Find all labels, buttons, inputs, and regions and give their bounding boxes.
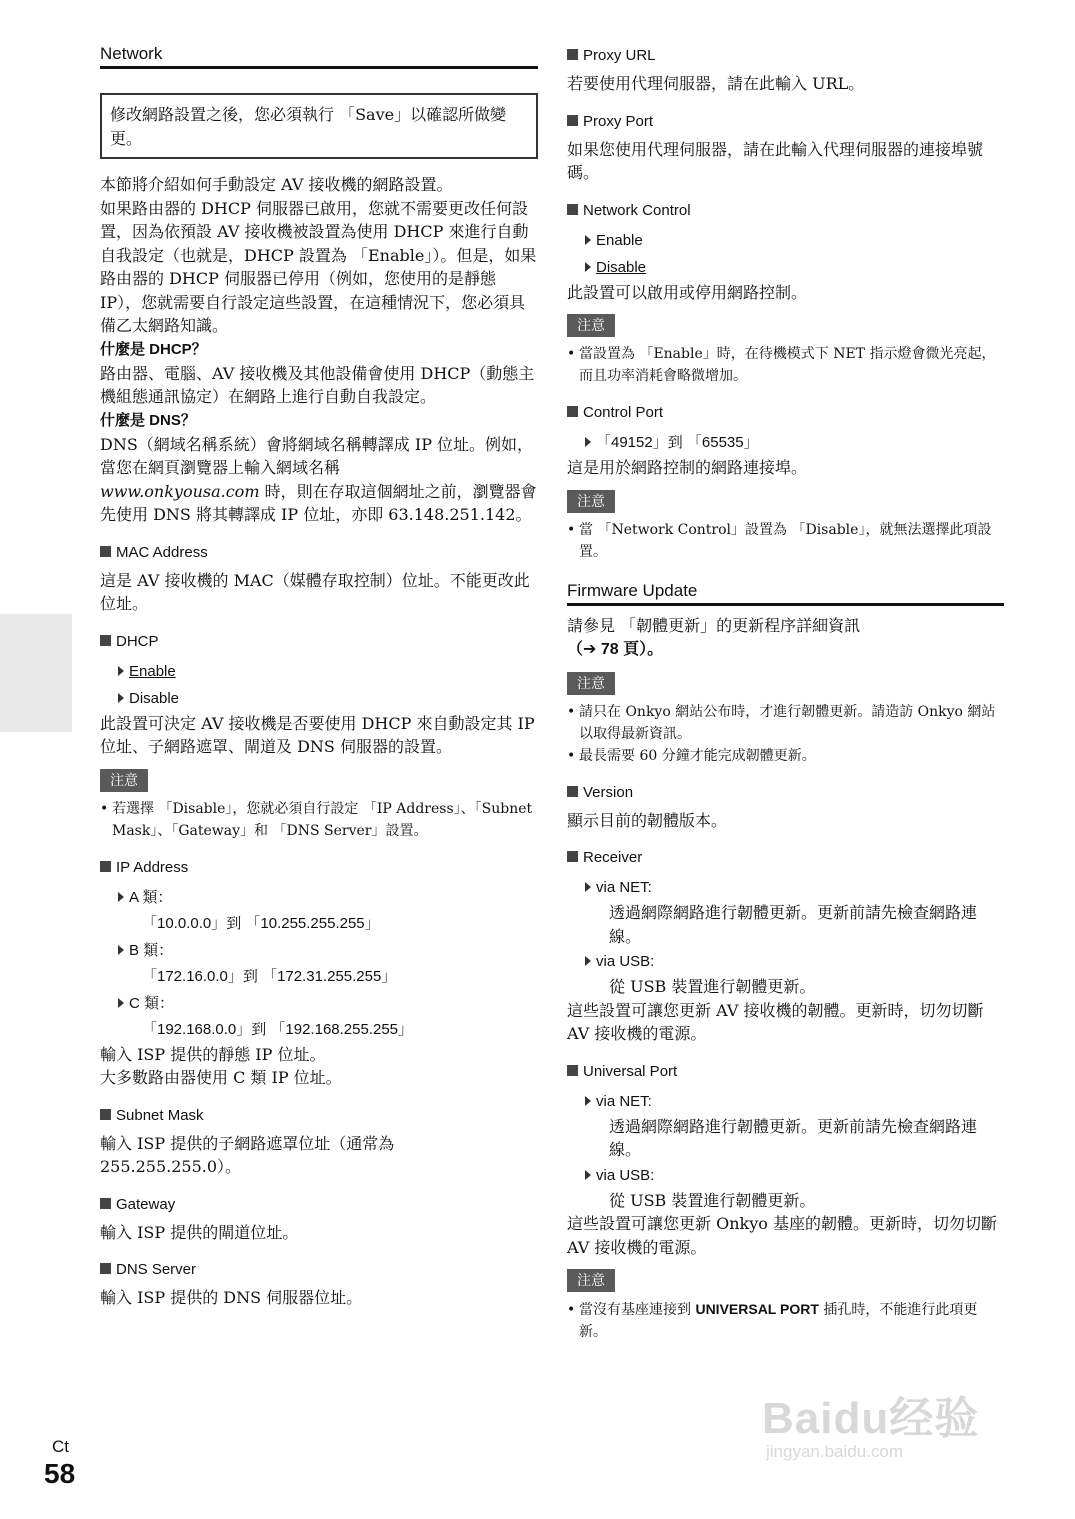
intro-paragraph: 如果路由器的 DHCP 伺服器已啟用，您就不需要更改任何設置，因為依預設 AV 接收機被設置為使用 DHCP 來進行自動自我設定（也就是，DHCP 設置為 「Enable」）。但是，如果路由器的 DHCP 伺服器已停用（例如，您使用的是靜態 IP），您就需要自行設定這些設置，在這種情況下，您必須具備乙太網路知識。 (100, 198, 537, 335)
control-port-range-label: 「49152」到 「65535」 (596, 434, 759, 451)
ip-class-c-label: C 類： (129, 994, 175, 1012)
triangle-right-icon (585, 235, 591, 245)
ip-class-a-label: A 類： (129, 888, 173, 906)
control-port-note (567, 519, 1004, 563)
receiver-option-net-label: via NET: (596, 879, 652, 896)
note-tag: 注意 (567, 490, 615, 513)
watermark-url: jingyan.baidu.com (766, 1442, 904, 1461)
firmware-page-ref: （➔ 78 頁）。 (567, 641, 664, 658)
triangle-right-icon (118, 693, 124, 703)
watermark-brand: Baidu经验 (762, 1394, 980, 1443)
control-port-heading (567, 403, 1004, 423)
dhcp-option-enable (118, 658, 538, 685)
dhcp-text: 此設置可決定 AV 接收機是否要使用 DHCP 來自動設定其 IP 位址、子網路遮罩、閘道及 DNS 伺服器的設置。 (100, 713, 535, 756)
mac-text: 這是 AV 接收機的 MAC（媒體存取控制）位址。不能更改此位址。 (100, 570, 530, 613)
proxy-port-text: 如果您使用代理伺服器，請在此輸入代理伺服器的連接埠號碼。 (567, 139, 984, 182)
universal-port-heading-label: Universal Port (583, 1062, 678, 1080)
triangle-right-icon (585, 882, 591, 892)
ip-heading (100, 858, 538, 878)
square-bullet-icon (567, 204, 578, 215)
ip-class-b (118, 937, 538, 964)
section-title-network: Network (100, 44, 538, 69)
firmware-note-2 (567, 745, 1004, 767)
ip-class-c (118, 990, 538, 1017)
control-port-note-text: 當 「Network Control」設置為 「Disable」，就無法選擇此項設置。 (579, 521, 992, 560)
dhcp-heading-label: DHCP (116, 632, 159, 650)
universal-port-note-post: 插孔時，不能進行此項更新。 (579, 1302, 978, 1340)
triangle-right-icon (118, 998, 124, 1008)
triangle-right-icon (585, 1170, 591, 1180)
version-text: 顯示目前的韌體版本。 (567, 810, 728, 830)
triangle-right-icon (118, 892, 124, 902)
network-control-option-disable (585, 254, 1004, 281)
dns-answer-part1: DNS（網域名稱系統）會將網域名稱轉譯成 IP 位址。例如，當您在網頁瀏覽器上輸入網域名稱 (100, 434, 534, 477)
firmware-intro (567, 614, 1004, 662)
square-bullet-icon (567, 851, 578, 862)
ip-text-2: 大多數路由器使用 C 類 IP 位址。 (100, 1068, 342, 1087)
receiver-option-usb (585, 948, 1004, 975)
network-control-disable-label: Disable (596, 258, 647, 276)
square-bullet-icon (567, 786, 578, 797)
firmware-intro-text: 請參見 「韌體更新」的更新程序詳細資訊 (567, 615, 861, 635)
save-notice-box: 修改網路設置之後，您必須執行 「Save」以確認所做變更。 (100, 93, 538, 159)
network-control-option-enable (585, 227, 1004, 254)
mac-heading-label: MAC Address (116, 543, 208, 561)
dhcp-note-text: 若選擇 「Disable」，您就必須自行設定 「IP Address」、「Subnet Mask」、「Gateway」和 「DNS Server」設置。 (112, 800, 533, 839)
intro-line: 本節將介紹如何手動設定 AV 接收機的網路設置。 (100, 175, 453, 194)
ip-class-a (118, 884, 538, 911)
receiver-usb-text: 從 USB 裝置進行韌體更新。 (609, 977, 816, 996)
receiver-net-text: 透過網際網路進行韌體更新。更新前請先檢查網路連線。 (609, 903, 978, 946)
dhcp-option-disable-label: Disable (129, 689, 180, 707)
triangle-right-icon (585, 262, 591, 272)
section-title-firmware-update: Firmware Update (567, 581, 1004, 606)
receiver-heading-label: Receiver (583, 849, 643, 866)
dns-server-heading (100, 1260, 538, 1280)
universal-port-note-bold: UNIVERSAL PORT (695, 1301, 819, 1317)
gateway-text: 輸入 ISP 提供的閘道位址。 (100, 1222, 299, 1242)
square-bullet-icon (567, 1065, 578, 1076)
firmware-note-2-text: 最長需要 60 分鐘才能完成韌體更新。 (579, 747, 816, 764)
triangle-right-icon (118, 666, 124, 676)
gateway-heading-label: Gateway (116, 1195, 176, 1213)
ip-class-b-label: B 類： (129, 941, 174, 959)
proxy-port-heading-label: Proxy Port (583, 112, 654, 130)
square-bullet-icon (100, 1198, 111, 1209)
network-control-heading-label: Network Control (583, 201, 691, 219)
receiver-heading (567, 848, 1004, 868)
network-control-enable-label: Enable (596, 231, 643, 249)
universal-port-usb-text: 從 USB 裝置進行韌體更新。 (609, 1190, 816, 1210)
universal-port-text: 這些設置可讓您更新 Onkyo 基座的韌體。更新時，切勿切斷 AV 接收機的電源。 (567, 1214, 997, 1257)
universal-port-option-usb (585, 1162, 1004, 1189)
dns-server-heading-label: DNS Server (116, 1261, 197, 1278)
universal-port-option-usb-label: via USB: (596, 1166, 655, 1184)
gateway-heading (100, 1195, 538, 1215)
dhcp-option-disable (118, 685, 538, 712)
dns-answer (100, 433, 538, 527)
triangle-right-icon (118, 945, 124, 955)
universal-port-net-text: 透過網際網路進行韌體更新。更新前請先檢查網路連線。 (609, 1116, 978, 1159)
subnet-heading-label: Subnet Mask (116, 1106, 204, 1124)
subnet-text: 輸入 ISP 提供的子網路遮罩位址（通常為 255.255.255.0）。 (100, 1133, 395, 1176)
ip-range-c: 「192.168.0.0」到 「192.168.255.255」 (142, 1020, 414, 1038)
page-language-code: Ct (52, 1437, 69, 1456)
receiver-option-net (585, 874, 1004, 901)
proxy-url-heading (567, 46, 1004, 66)
subnet-heading (100, 1106, 538, 1126)
watermark (762, 1382, 1012, 1474)
note-tag: 注意 (567, 672, 615, 695)
square-bullet-icon (567, 406, 578, 417)
square-bullet-icon (100, 861, 111, 872)
side-tab-marker (0, 614, 72, 732)
universal-port-note (567, 1298, 1004, 1343)
universal-port-note-pre: 當沒有基座連接到 (579, 1302, 696, 1318)
mac-heading (100, 543, 538, 563)
triangle-right-icon (585, 1096, 591, 1106)
network-control-text: 此設置可以啟用或停用網路控制。 (567, 282, 808, 302)
dhcp-question: 什麼是 DHCP？ (100, 340, 207, 358)
dhcp-heading (100, 632, 538, 652)
square-bullet-icon (567, 49, 578, 60)
firmware-note-1 (567, 701, 1004, 745)
ip-range-a: 「10.0.0.0」到 「10.255.255.255」 (142, 914, 380, 932)
control-port-range (585, 429, 1004, 456)
universal-port-option-net-label: via NET: (596, 1092, 652, 1110)
version-heading (567, 783, 1004, 803)
right-column (567, 44, 1004, 1343)
dns-example-url: www.onkyousa.com (100, 481, 260, 501)
dns-question: 什麼是 DNS？ (100, 411, 196, 429)
note-tag: 注意 (100, 769, 148, 792)
firmware-note-1-text: 請只在 Onkyo 網站公布時，才進行韌體更新。請造訪 Onkyo 網站以取得最新資訊。 (579, 703, 996, 742)
square-bullet-icon (100, 635, 111, 646)
network-control-heading (567, 201, 1004, 221)
universal-port-heading (567, 1062, 1004, 1082)
dns-server-text: 輸入 ISP 提供的 DNS 伺服器位址。 (100, 1288, 363, 1307)
proxy-port-heading (567, 112, 1004, 132)
dhcp-answer: 路由器、電腦、AV 接收機及其他設備會使用 DHCP（動態主機組態通訊協定）在網路上進行自動自我設定。 (100, 363, 535, 406)
note-tag: 注意 (567, 1269, 615, 1292)
proxy-url-text: 若要使用代理伺服器，請在此輸入 URL。 (567, 74, 865, 93)
dns-answer-part2: 時，則在存取這個網址之前，瀏覽器會先使用 DNS 將其轉譯成 IP 位址，亦即 63.148.251.142。 (100, 481, 537, 524)
square-bullet-icon (100, 1263, 111, 1274)
dhcp-note (100, 798, 538, 842)
square-bullet-icon (100, 1109, 111, 1120)
receiver-option-usb-label: via USB: (596, 953, 655, 970)
triangle-right-icon (585, 437, 591, 447)
version-heading-label: Version (583, 783, 634, 801)
ip-heading-label: IP Address (116, 858, 189, 876)
network-control-note (567, 343, 1004, 387)
dhcp-option-enable-label: Enable (129, 662, 176, 680)
receiver-text: 這些設置可讓您更新 AV 接收機的韌體。更新時，切勿切斷 AV 接收機的電源。 (567, 1000, 984, 1043)
left-column (100, 44, 538, 1310)
universal-port-option-net (585, 1088, 1004, 1115)
triangle-right-icon (585, 956, 591, 966)
proxy-url-heading-label: Proxy URL (583, 47, 656, 64)
square-bullet-icon (100, 546, 111, 557)
ip-text-1: 輸入 ISP 提供的靜態 IP 位址。 (100, 1044, 326, 1064)
note-tag: 注意 (567, 314, 615, 337)
network-control-note-text: 當設置為 「Enable」時，在待機模式下 NET 指示燈會微光亮起，而且功率消耗會略微增加。 (579, 346, 996, 384)
ip-range-b: 「172.16.0.0」到 「172.31.255.255」 (142, 967, 397, 985)
square-bullet-icon (567, 115, 578, 126)
page-number: 58 (44, 1458, 76, 1489)
control-port-text: 這是用於網路控制的網路連接埠。 (567, 458, 808, 477)
control-port-heading-label: Control Port (583, 404, 664, 421)
